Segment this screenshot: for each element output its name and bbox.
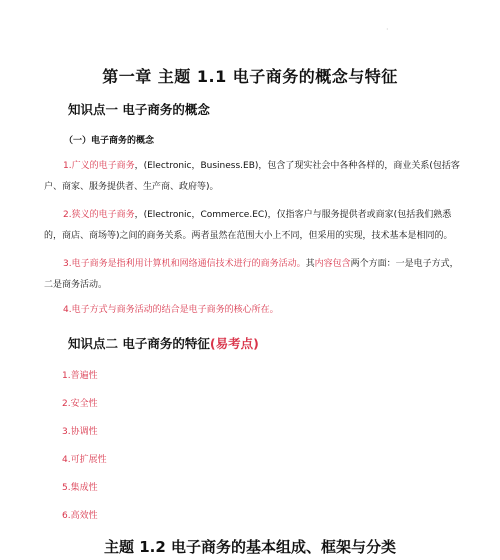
feature-item: 5.集成性 [62, 483, 98, 493]
definition-highlight: 3.电子商务是指利用计算机和网络通信技术进行的商务活动。 [63, 259, 306, 269]
paragraph-body: ，(Electronic，Commerce.EC)，仅指客户与服务提供者或商家(包括我们熟悉的，商店、商场等)之间的商务关系。两者虽然在范围大小上不同，但采用的实现，技术基本是相同的。 [44, 210, 453, 241]
concept-subheading: （一）电子商务的概念 [64, 136, 155, 146]
paragraph-core: 4.电子方式与商务活动的结合是电子商务的核心所在。 [63, 305, 279, 315]
next-topic-title: 主题 1.2 电子商务的基本组成、框架与分类 [103, 538, 397, 556]
knowledge-point-one-heading: 知识点一 电子商务的概念 [68, 102, 210, 117]
feature-item: 2.安全性 [62, 399, 98, 409]
paragraph-broad-definition [44, 156, 464, 198]
heading-text: 知识点二 电子商务的特征 [68, 336, 210, 351]
feature-item: 3.协调性 [62, 427, 98, 437]
content-highlight: 内容包含 [314, 259, 351, 269]
chapter-title: 第一章 主题 1.1 电子商务的概念与特征 [102, 67, 398, 86]
term-broad-ecommerce: 广义的电子商务 [71, 161, 135, 171]
paragraph-text: 其 [305, 259, 315, 269]
paragraph-body: ，(Electronic，Business.EB)，包含了现实社会中各种各样的，商业关系(包括客户、商家、服务提供者、生产商、政府等)。 [44, 161, 460, 192]
knowledge-point-two-heading [68, 334, 259, 352]
paragraph-number: 2. [63, 210, 72, 220]
exam-point-badge: (易考点) [209, 336, 259, 351]
paragraph-ecommerce-definition [44, 254, 464, 296]
feature-item: 4.可扩展性 [62, 455, 107, 465]
paragraph-number: 1. [63, 161, 72, 171]
term-narrow-ecommerce: 狭义的电子商务 [71, 210, 135, 220]
decorative-dot: · [386, 25, 389, 34]
paragraph-body: 两个方面：一是电子方式，二是商务活动。 [44, 259, 459, 290]
paragraph-narrow-definition [44, 205, 464, 247]
feature-item: 6.高效性 [62, 511, 98, 521]
feature-item: 1.普遍性 [62, 371, 98, 381]
